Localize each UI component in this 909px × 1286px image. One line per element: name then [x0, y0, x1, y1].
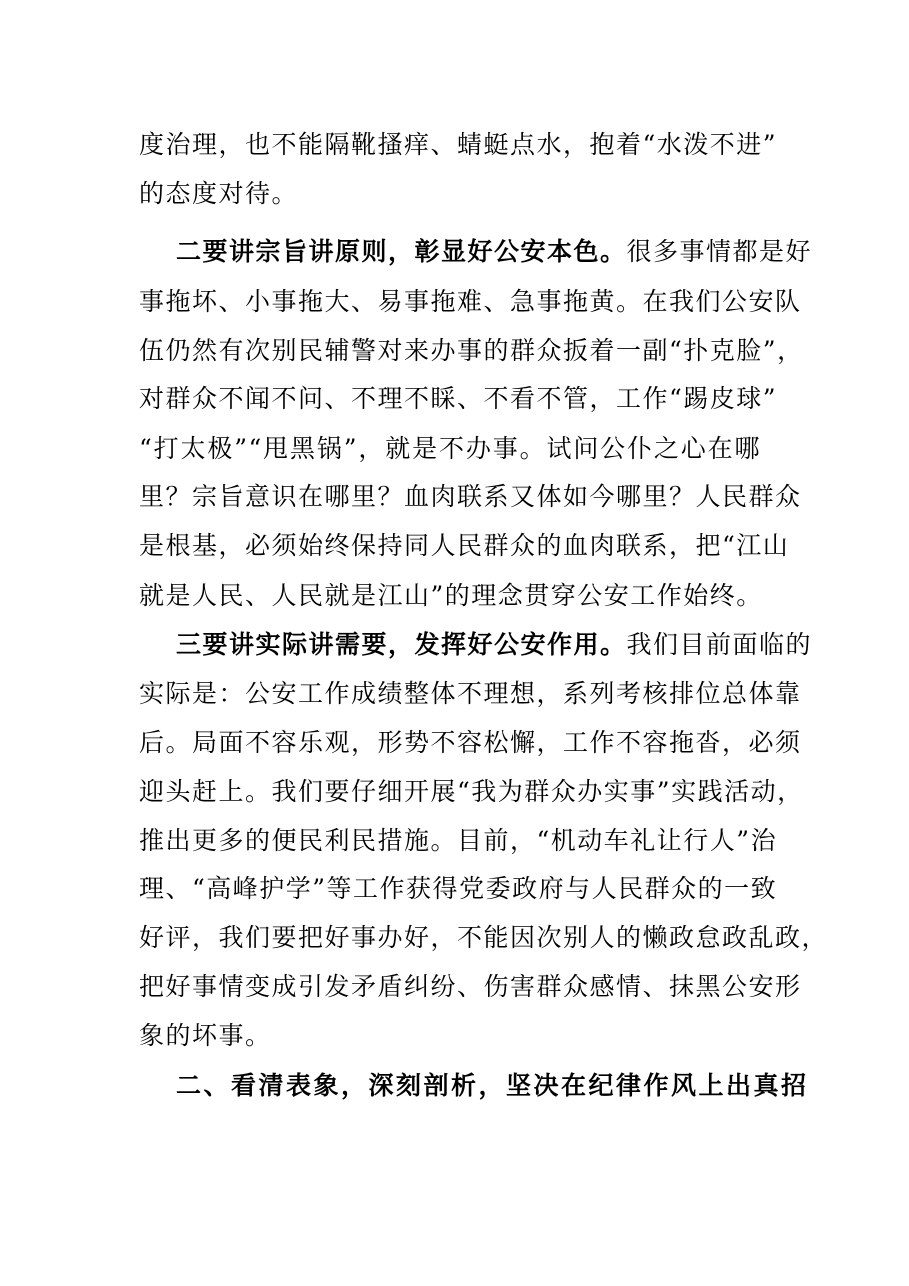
paragraph-line: 事拖坏、小事拖大、易事拖难、急事拖黄。在我们公安队 [139, 287, 802, 316]
paragraph-lead-tail: 我们目前面临的 [626, 630, 813, 659]
paragraph-line: 迎头赶上。我们要仔细开展“我为群众办实事”实践活动， [139, 777, 804, 806]
paragraph-line: 度治理，也不能隔靴搔痒、蜻蜓点水，抱着“水泼不进” [139, 130, 778, 159]
paragraph-line: 后。局面不容乐观，形势不容松懈，工作不容拖沓，必须 [139, 728, 802, 757]
paragraph-line: 对群众不闻不问、不理不睬、不看不管，工作“踢皮球” [139, 384, 778, 413]
paragraph-line: 伍仍然有次别民辅警对来办事的群众扳着一副“扑克脸”， [139, 336, 804, 365]
paragraph-line: 象的坏事。 [139, 1021, 272, 1050]
paragraph-line: 把好事情变成引发矛盾纠纷、伤害群众感情、抹黑公安形 [139, 972, 802, 1001]
paragraph-lead: 三要讲实际讲需要，发挥好公安作用。 [176, 630, 627, 659]
paragraph-line: 是根基，必须始终保持同人民群众的血肉联系，把“江山 [139, 531, 790, 560]
paragraph-lead-tail: 很多事情都是好 [626, 237, 813, 266]
paragraph-first-line [176, 237, 816, 267]
paragraph-line: 推出更多的便民利民措施。目前，“机动车礼让行人”治 [139, 826, 778, 855]
paragraph-line: 的态度对待。 [139, 179, 299, 208]
paragraph-line: 理、“高峰护学”等工作获得党委政府与人民群众的一致 [139, 874, 778, 903]
paragraph-first-line [176, 630, 816, 660]
paragraph-lead: 二要讲宗旨讲原则，彰显好公安本色。 [176, 237, 627, 266]
paragraph-line: 实际是：公安工作成绩整体不理想，系列考核排位总体靠 [139, 679, 802, 708]
paragraph-line: 里？宗旨意识在哪里？血肉联系又体如今哪里？人民群众 [139, 482, 802, 511]
paragraph-line: “打太极”“甩黑锅”，就是不办事。试问公仆之心在哪 [139, 434, 761, 463]
paragraph-line: 就是人民、人民就是江山”的理念贯穿公安工作始终。 [139, 581, 763, 610]
section-heading: 二、看清表象，深刻剖析，坚决在纪律作风上出真招 [176, 1071, 809, 1100]
paragraph-line: 好评，我们要把好事办好，不能因次别人的懒政怠政乱政， [139, 923, 829, 952]
